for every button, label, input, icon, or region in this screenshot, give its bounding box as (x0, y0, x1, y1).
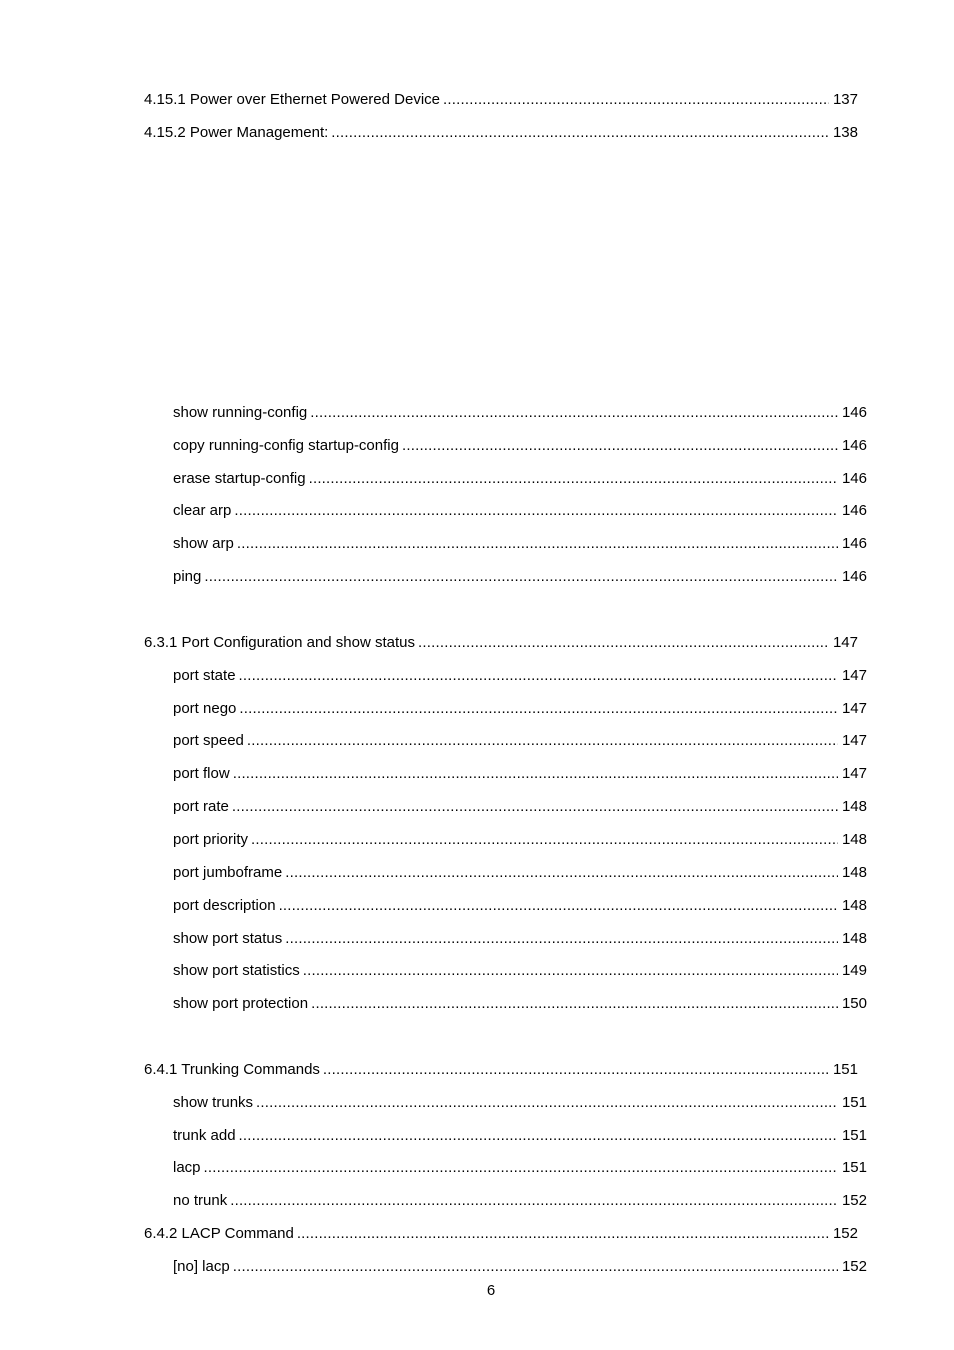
toc-entry-title: 6.4.2 LACP Command (144, 1225, 294, 1242)
toc-entry (173, 1257, 867, 1277)
toc-entry-title: 6.4.1 Trunking Commands (144, 1061, 320, 1078)
toc-entry (144, 90, 858, 110)
toc-entry (173, 994, 867, 1014)
toc-leader-dots (402, 436, 838, 456)
toc-entry-page: 148 (841, 798, 867, 815)
toc-entry-page: 146 (841, 568, 867, 585)
toc-entry (173, 896, 867, 916)
toc-leader-dots (239, 666, 838, 686)
toc-entry-title: port jumboframe (173, 864, 283, 881)
toc-entry-page: 147 (841, 765, 867, 782)
toc-entry-page: 148 (841, 864, 867, 881)
toc-leader-dots (233, 1257, 838, 1277)
toc-entry-title: show arp (173, 535, 234, 552)
toc-leader-dots (311, 994, 838, 1014)
toc-leader-dots (279, 896, 838, 916)
toc-entry-title: no trunk (173, 1192, 228, 1209)
toc-entry-title: port description (173, 897, 276, 914)
toc-entry (173, 1191, 867, 1211)
toc-entry (173, 929, 867, 949)
toc-entry-page: 151 (832, 1061, 858, 1078)
toc-section-entry (144, 1060, 858, 1080)
toc-leader-dots (239, 1126, 838, 1146)
toc-entry-title: show trunks (173, 1094, 254, 1111)
toc-entry-title: port speed (173, 732, 244, 749)
toc-entry-title: copy running-config startup-config (173, 437, 399, 454)
toc-entry-title: 6.3.1 Port Configuration and show status (144, 634, 415, 651)
toc-entry-page: 148 (841, 930, 867, 947)
toc-leader-dots (204, 1158, 838, 1178)
toc-entry-title: show port statistics (173, 962, 300, 979)
toc-entry-page: 152 (841, 1258, 867, 1275)
toc-entry-title: show running-config (173, 404, 308, 421)
toc-entry-page: 138 (832, 124, 858, 141)
toc-section-entry (144, 1224, 858, 1244)
toc-entry-page: 152 (832, 1225, 858, 1242)
toc-leader-dots (323, 1060, 829, 1080)
toc-leader-dots (418, 633, 829, 653)
toc-entry (173, 469, 867, 489)
toc-leader-dots (237, 534, 838, 554)
toc-entry-title: show port protection (173, 995, 309, 1012)
toc-entry (173, 797, 867, 817)
toc-entry (144, 123, 858, 143)
toc-entry-title: port state (173, 667, 236, 684)
toc-entry-title: clear arp (173, 502, 232, 519)
toc-leader-dots (297, 1224, 829, 1244)
toc-entry-title: [no] lacp (173, 1258, 230, 1275)
toc-entry (173, 961, 867, 981)
toc-entry-page: 146 (841, 502, 867, 519)
toc-entry-page: 147 (841, 732, 867, 749)
toc-entry-page: 146 (841, 437, 867, 454)
toc-section-entry (144, 633, 858, 653)
toc-entry-page: 152 (841, 1192, 867, 1209)
toc-entry-page: 147 (841, 667, 867, 684)
toc-entry (173, 863, 867, 883)
toc-leader-dots (232, 797, 838, 817)
toc-entry-title: lacp (173, 1159, 201, 1176)
toc-entry (173, 403, 867, 423)
toc-entry-page: 148 (841, 897, 867, 914)
toc-leader-dots (310, 403, 838, 423)
toc-entry-page: 146 (841, 404, 867, 421)
toc-entry-page: 149 (841, 962, 867, 979)
toc-leader-dots (331, 123, 829, 143)
toc-entry (173, 731, 867, 751)
toc-leader-dots (234, 501, 838, 521)
toc-entry (173, 764, 867, 784)
toc-entry (173, 830, 867, 850)
toc-entry (173, 1126, 867, 1146)
toc-entry-title: erase startup-config (173, 470, 306, 487)
toc-entry-page: 151 (841, 1127, 867, 1144)
toc-entry (173, 436, 867, 456)
toc-entry (173, 699, 867, 719)
toc-entry (173, 501, 867, 521)
toc-entry-page: 148 (841, 831, 867, 848)
toc-entry-title: port nego (173, 700, 237, 717)
toc-entry-page: 137 (832, 91, 858, 108)
toc-entry-page: 146 (841, 535, 867, 552)
toc-entry-page: 151 (841, 1159, 867, 1176)
toc-entry-page: 147 (832, 634, 858, 651)
toc-leader-dots (251, 830, 838, 850)
page-number: 6 (486, 1282, 496, 1299)
toc-leader-dots (247, 731, 838, 751)
toc-entry (173, 534, 867, 554)
toc-entry (173, 1158, 867, 1178)
toc-leader-dots (256, 1093, 838, 1113)
toc-leader-dots (239, 699, 838, 719)
toc-entry-title: trunk add (173, 1127, 236, 1144)
toc-leader-dots (204, 567, 838, 587)
toc-leader-dots (233, 764, 838, 784)
toc-entry (173, 666, 867, 686)
toc-entry-page: 146 (841, 470, 867, 487)
toc-leader-dots (230, 1191, 838, 1211)
toc-entry-title: port flow (173, 765, 230, 782)
toc-leader-dots (285, 863, 838, 883)
toc-entry-title: 4.15.2 Power Management: (144, 124, 329, 141)
toc-entry (173, 1093, 867, 1113)
toc-entry-title: port rate (173, 798, 229, 815)
toc-entry-title: show port status (173, 930, 283, 947)
toc-leader-dots (309, 469, 838, 489)
toc-entry-page: 147 (841, 700, 867, 717)
toc-entry-title: ping (173, 568, 202, 585)
toc-leader-dots (303, 961, 838, 981)
toc-entry-title: port priority (173, 831, 249, 848)
toc-leader-dots (443, 90, 829, 110)
toc-entry-page: 151 (841, 1094, 867, 1111)
toc-entry-title: 4.15.1 Power over Ethernet Powered Device (144, 91, 440, 108)
toc-leader-dots (285, 929, 838, 949)
toc-entry-page: 150 (841, 995, 867, 1012)
toc-entry (173, 567, 867, 587)
